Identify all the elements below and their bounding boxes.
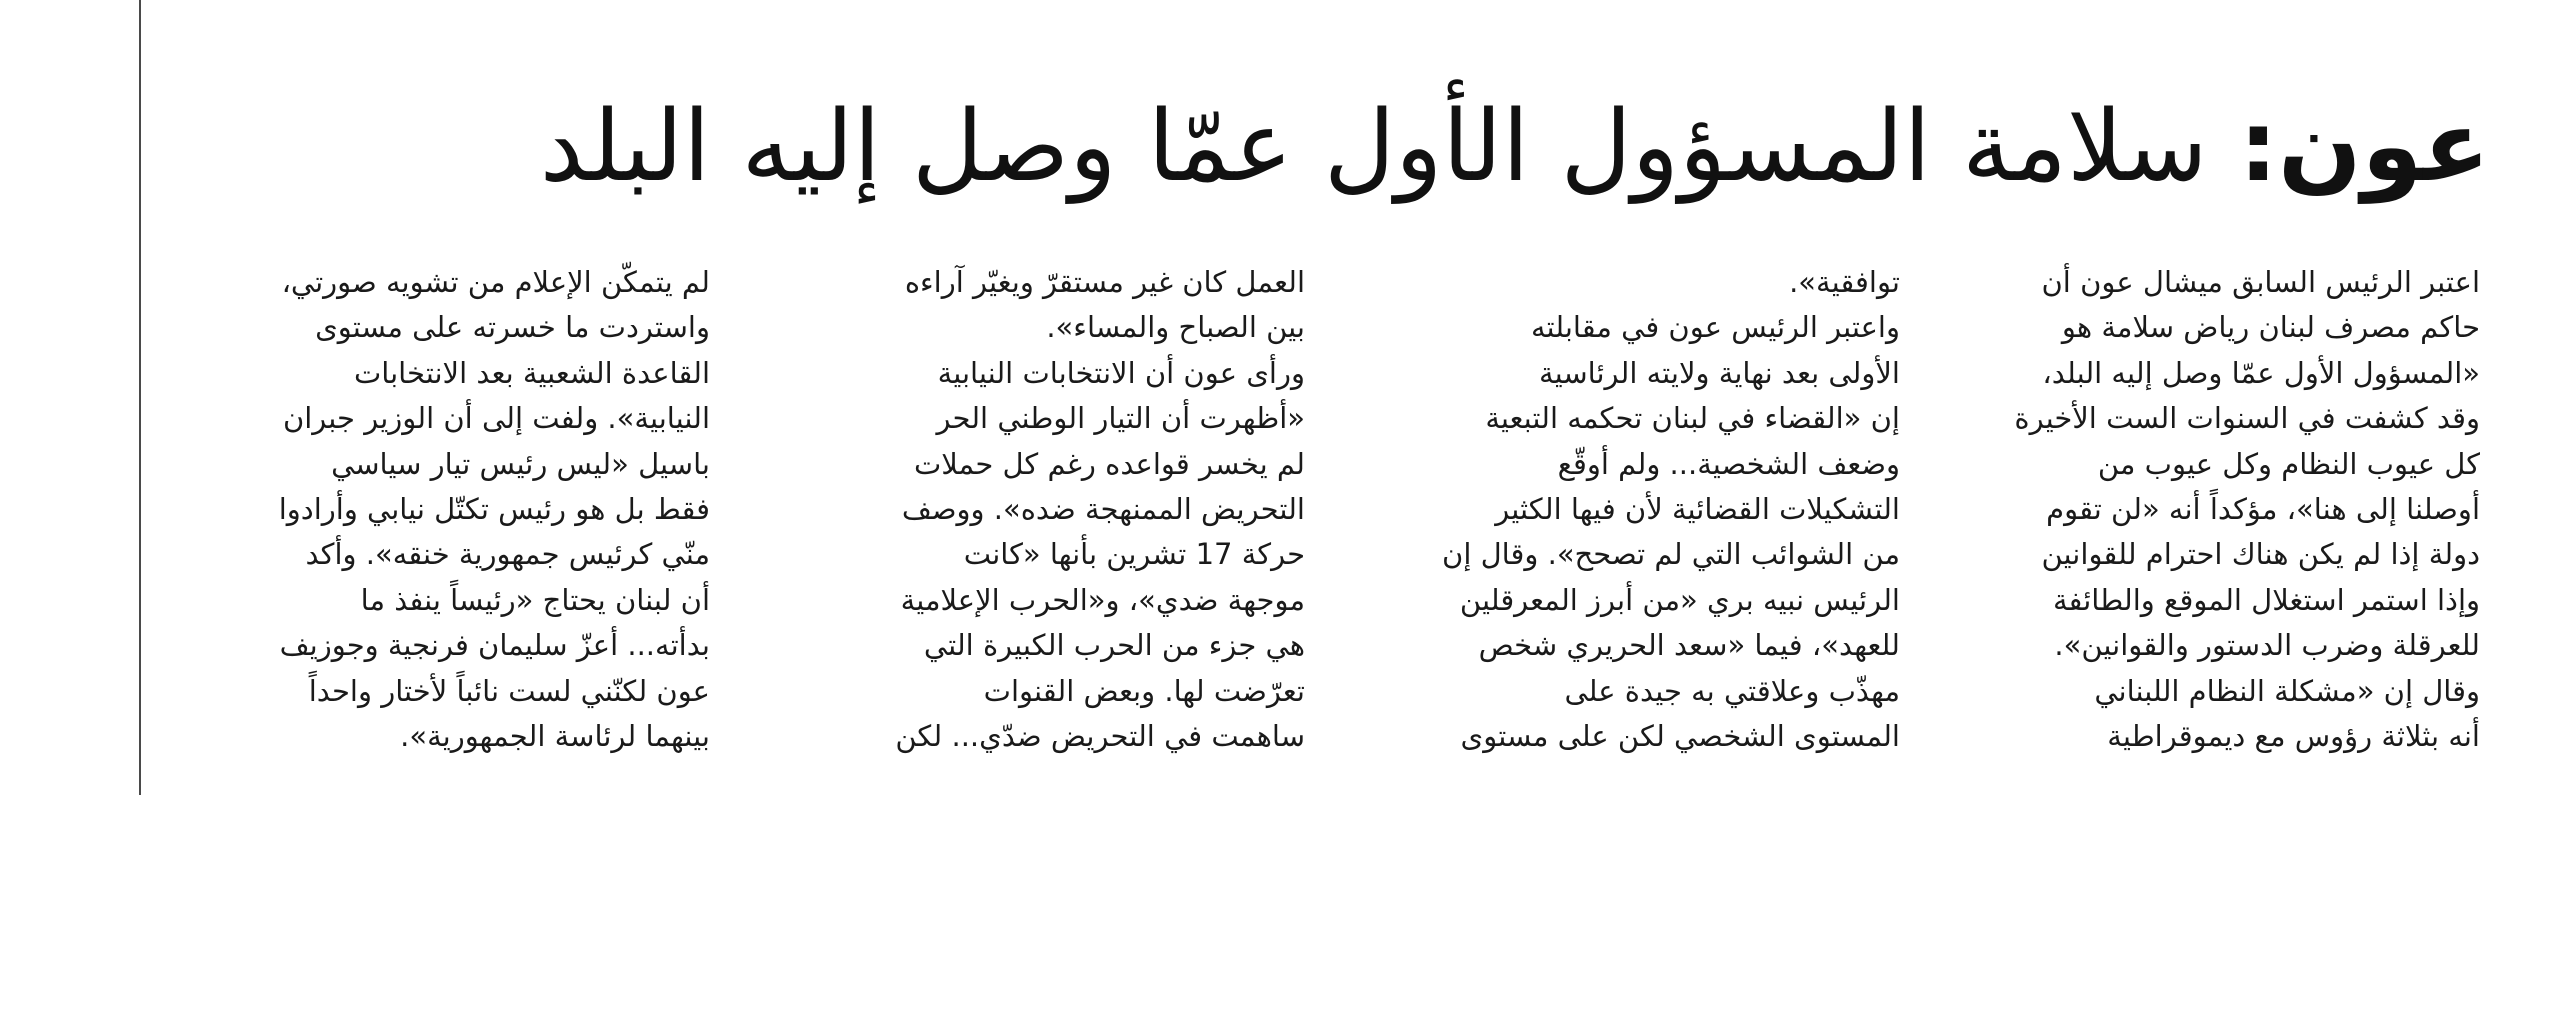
- text-line: إن «القضاء في لبنان تحكمه التبعية: [1485, 401, 1900, 436]
- text-line: دولة إذا لم يكن هناك احترام للقوانين: [2041, 537, 2480, 572]
- text-line: أوصلنا إلى هنا»، مؤكداً أنه «لن تقوم: [2046, 492, 2480, 527]
- article-column-2: [1360, 260, 1900, 800]
- text-line: بدأته... أعزّ سليمان فرنجية وجوزيف: [279, 628, 710, 663]
- text-line: النيابية». ولفت إلى أن الوزير جبران: [282, 401, 710, 436]
- column-rule: [139, 0, 141, 795]
- text-line: العمل كان غير مستقرّ ويغيّر آراءه: [904, 265, 1305, 299]
- text-line: الرئيس نبيه بري «من أبرز المعرقلين: [1459, 582, 1900, 617]
- text-line: وإذا استمر استغلال الموقع والطائفة: [2053, 582, 2480, 617]
- text-line: لم يخسر قواعده رغم كل حملات: [913, 446, 1305, 481]
- article-column-1: [1940, 260, 2480, 800]
- headline: [360, 72, 2490, 222]
- text-line: حركة 17 تشرين بأنها «كانت: [963, 537, 1305, 572]
- text-line: التشكيلات القضائية لأن فيها الكثير: [1495, 492, 1900, 527]
- text-line: للعهد»، فيما «سعد الحريري شخص: [1478, 628, 1900, 663]
- text-line: بين الصباح والمساء».: [1046, 310, 1305, 345]
- text-line: اعتبر الرئيس السابق ميشال عون أن: [2041, 265, 2480, 299]
- text-line: بينهما لرئاسة الجمهورية».: [400, 719, 710, 754]
- text-line: فقط بل هو رئيس تكتّل نيابي وأرادوا: [278, 492, 710, 527]
- text-line: «أظهرت أن التيار الوطني الحر: [936, 401, 1305, 436]
- text-line: واستردت ما خسرته على مستوى: [315, 310, 710, 345]
- text-line: حاكم مصرف لبنان رياض سلامة هو: [2061, 310, 2480, 345]
- article-column-3: [765, 260, 1305, 800]
- text-line: باسيل «ليس رئيس تيار سياسي: [331, 446, 710, 481]
- text-line: المستوى الشخصي لكن على مستوى: [1460, 719, 1900, 754]
- text-line: هي جزء من الحرب الكبيرة التي: [923, 628, 1305, 663]
- article-column-4: [170, 260, 710, 800]
- text-line: وقد كشفت في السنوات الست الأخيرة: [2014, 401, 2480, 436]
- text-line: ورأى عون أن الانتخابات النيابية: [937, 355, 1305, 390]
- text-line: ساهمت في التحريض ضدّي... لكن: [895, 719, 1305, 754]
- text-line: منّي كرئيس جمهورية خنقه». وأكد: [305, 537, 710, 572]
- text-line: لم يتمكّن الإعلام من تشويه صورتي،: [281, 265, 710, 299]
- text-line: للعرقلة وضرب الدستور والقوانين».: [2054, 628, 2480, 663]
- text-line: كل عيوب النظام وكل عيوب من: [2097, 446, 2480, 481]
- headline-text: سلامة المسؤول الأول عمّا وصل إليه البلد: [539, 90, 2239, 204]
- text-line: أن لبنان يحتاج «رئيساً ينفذ ما: [360, 582, 710, 617]
- text-line: عون لكنّني لست نائباً لأختار واحداً: [308, 673, 710, 708]
- text-line: القاعدة الشعبية بعد الانتخابات: [353, 355, 710, 390]
- headline-name: عون:: [2238, 90, 2490, 204]
- text-line: مهذّب وعلاقتي به جيدة على: [1564, 673, 1900, 708]
- text-line: وضعف الشخصية... ولم أوقّع: [1557, 446, 1900, 481]
- text-line: أنه بثلاثة رؤوس مع ديموقراطية: [2107, 719, 2480, 754]
- text-line: وقال إن «مشكلة النظام اللبناني: [2094, 673, 2480, 708]
- text-line: توافقية».: [1789, 265, 1900, 299]
- text-line: «المسؤول الأول عمّا وصل إليه البلد،: [2042, 355, 2480, 390]
- text-line: موجهة ضدي»، و«الحرب الإعلامية: [900, 582, 1305, 617]
- text-line: التحريض الممنهجة ضده». ووصف: [901, 492, 1305, 527]
- text-line: واعتبر الرئيس عون في مقابلته: [1530, 310, 1900, 345]
- text-line: من الشوائب التي لم تصحح». وقال إن: [1442, 537, 1900, 572]
- text-line: تعرّضت لها. وبعض القنوات: [983, 673, 1305, 708]
- text-line: الأولى بعد نهاية ولايته الرئاسية: [1539, 355, 1900, 390]
